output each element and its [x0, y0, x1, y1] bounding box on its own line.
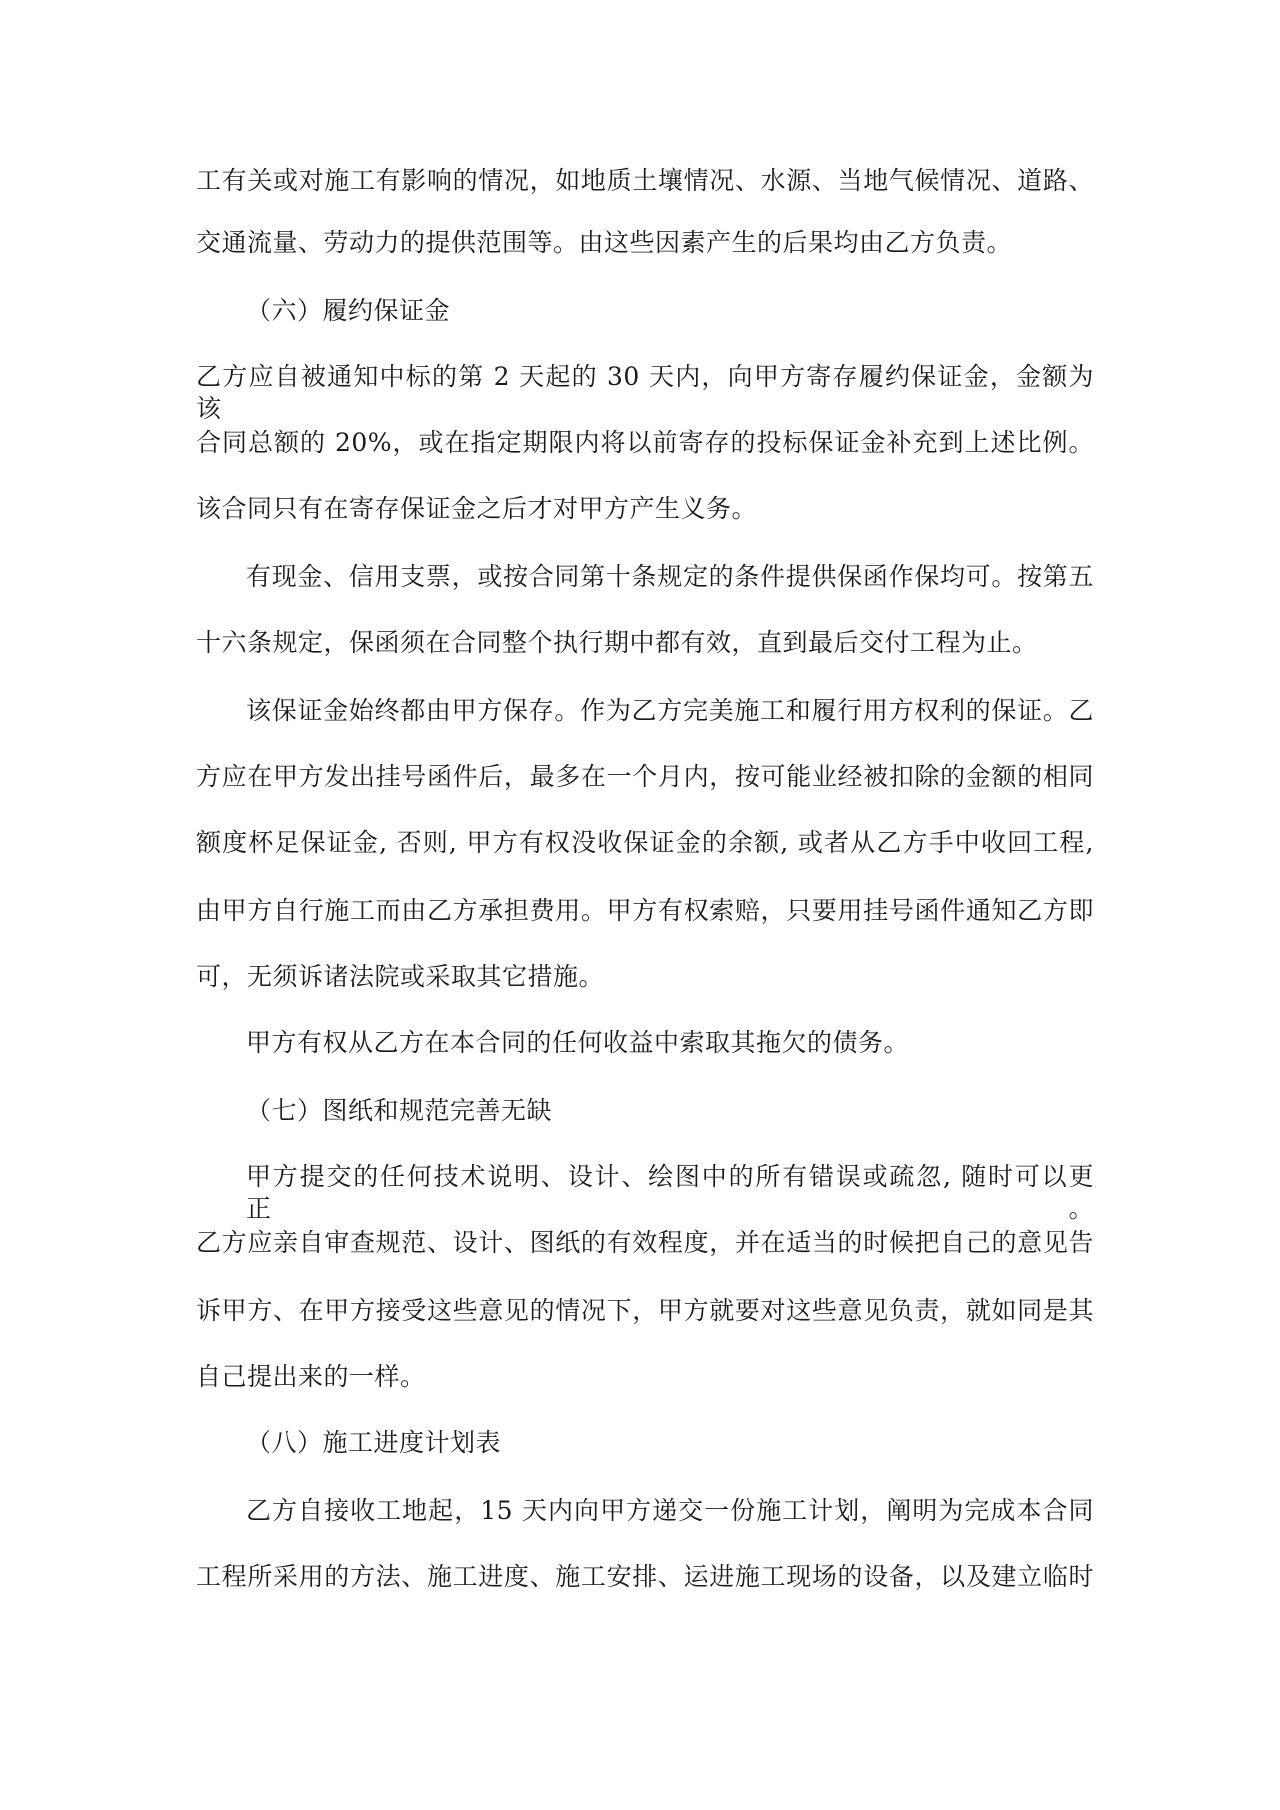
text-line: 工程所采用的方法、施工进度、施工安排、运进施工现场的设备，以及建立临时: [196, 1562, 1094, 1591]
text-line: 由甲方自行施工而由乙方承担费用。甲方有权索赔，只要用挂号函件通知乙方即: [196, 896, 1094, 925]
text-line: 该合同只有在寄存保证金之后才对甲方产生义务。: [196, 494, 758, 523]
text-line: 乙方应自被通知中标的第 2 天起的 30 天内，向甲方寄存履约保证金，金额为该: [196, 362, 1094, 423]
text-line: 交通流量、劳动力的提供范围等。由这些因素产生的后果均由乙方负责。: [196, 228, 1013, 257]
section-heading: （六）履约保证金: [246, 296, 451, 325]
text-line: 有现金、信用支票，或按合同第十条规定的条件提供保函作保均可。按第五: [246, 562, 1094, 591]
section-heading: （八）施工进度计划表: [246, 1428, 502, 1457]
text-line: 额度杯足保证金, 否则, 甲方有权没收保证金的余额, 或者从乙方手中收回工程,: [196, 828, 1094, 857]
text-line: 自己提出来的一样。: [196, 1362, 426, 1391]
text-line: 合同总额的 20%，或在指定期限内将以前寄存的投标保证金补充到上述比例。: [196, 428, 1094, 457]
section-heading: （七）图纸和规范完善无缺: [246, 1096, 553, 1125]
text-line: 乙方自接收工地起，15 天内向甲方递交一份施工计划，阐明为完成本合同: [246, 1496, 1094, 1525]
text-line: 工有关或对施工有影响的情况，如地质土壤情况、水源、当地气候情况、道路、: [196, 166, 1094, 195]
text-line: 可，无须诉诸法院或采取其它措施。: [196, 962, 605, 991]
text-line: 十六条规定，保函须在合同整个执行期中都有效，直到最后交付工程为止。: [196, 628, 1038, 657]
text-line: 方应在甲方发出挂号函件后，最多在一个月内，按可能业经被扣除的金额的相同: [196, 762, 1094, 791]
text-line: 该保证金始终都由甲方保存。作为乙方完美施工和履行用方权利的保证。乙: [246, 696, 1094, 725]
text-line: 乙方应亲自审查规范、设计、图纸的有效程度，并在适当的时候把自己的意见告: [196, 1228, 1094, 1257]
text-line: 甲方有权从乙方在本合同的任何收益中索取其拖欠的债务。: [246, 1028, 910, 1057]
text-line: 诉甲方、在甲方接受这些意见的情况下，甲方就要对这些意见负责，就如同是其: [196, 1296, 1094, 1325]
text-line: 甲方提交的任何技术说明、设计、绘图中的所有错误或疏忽, 随时可以更正。: [246, 1162, 1094, 1223]
